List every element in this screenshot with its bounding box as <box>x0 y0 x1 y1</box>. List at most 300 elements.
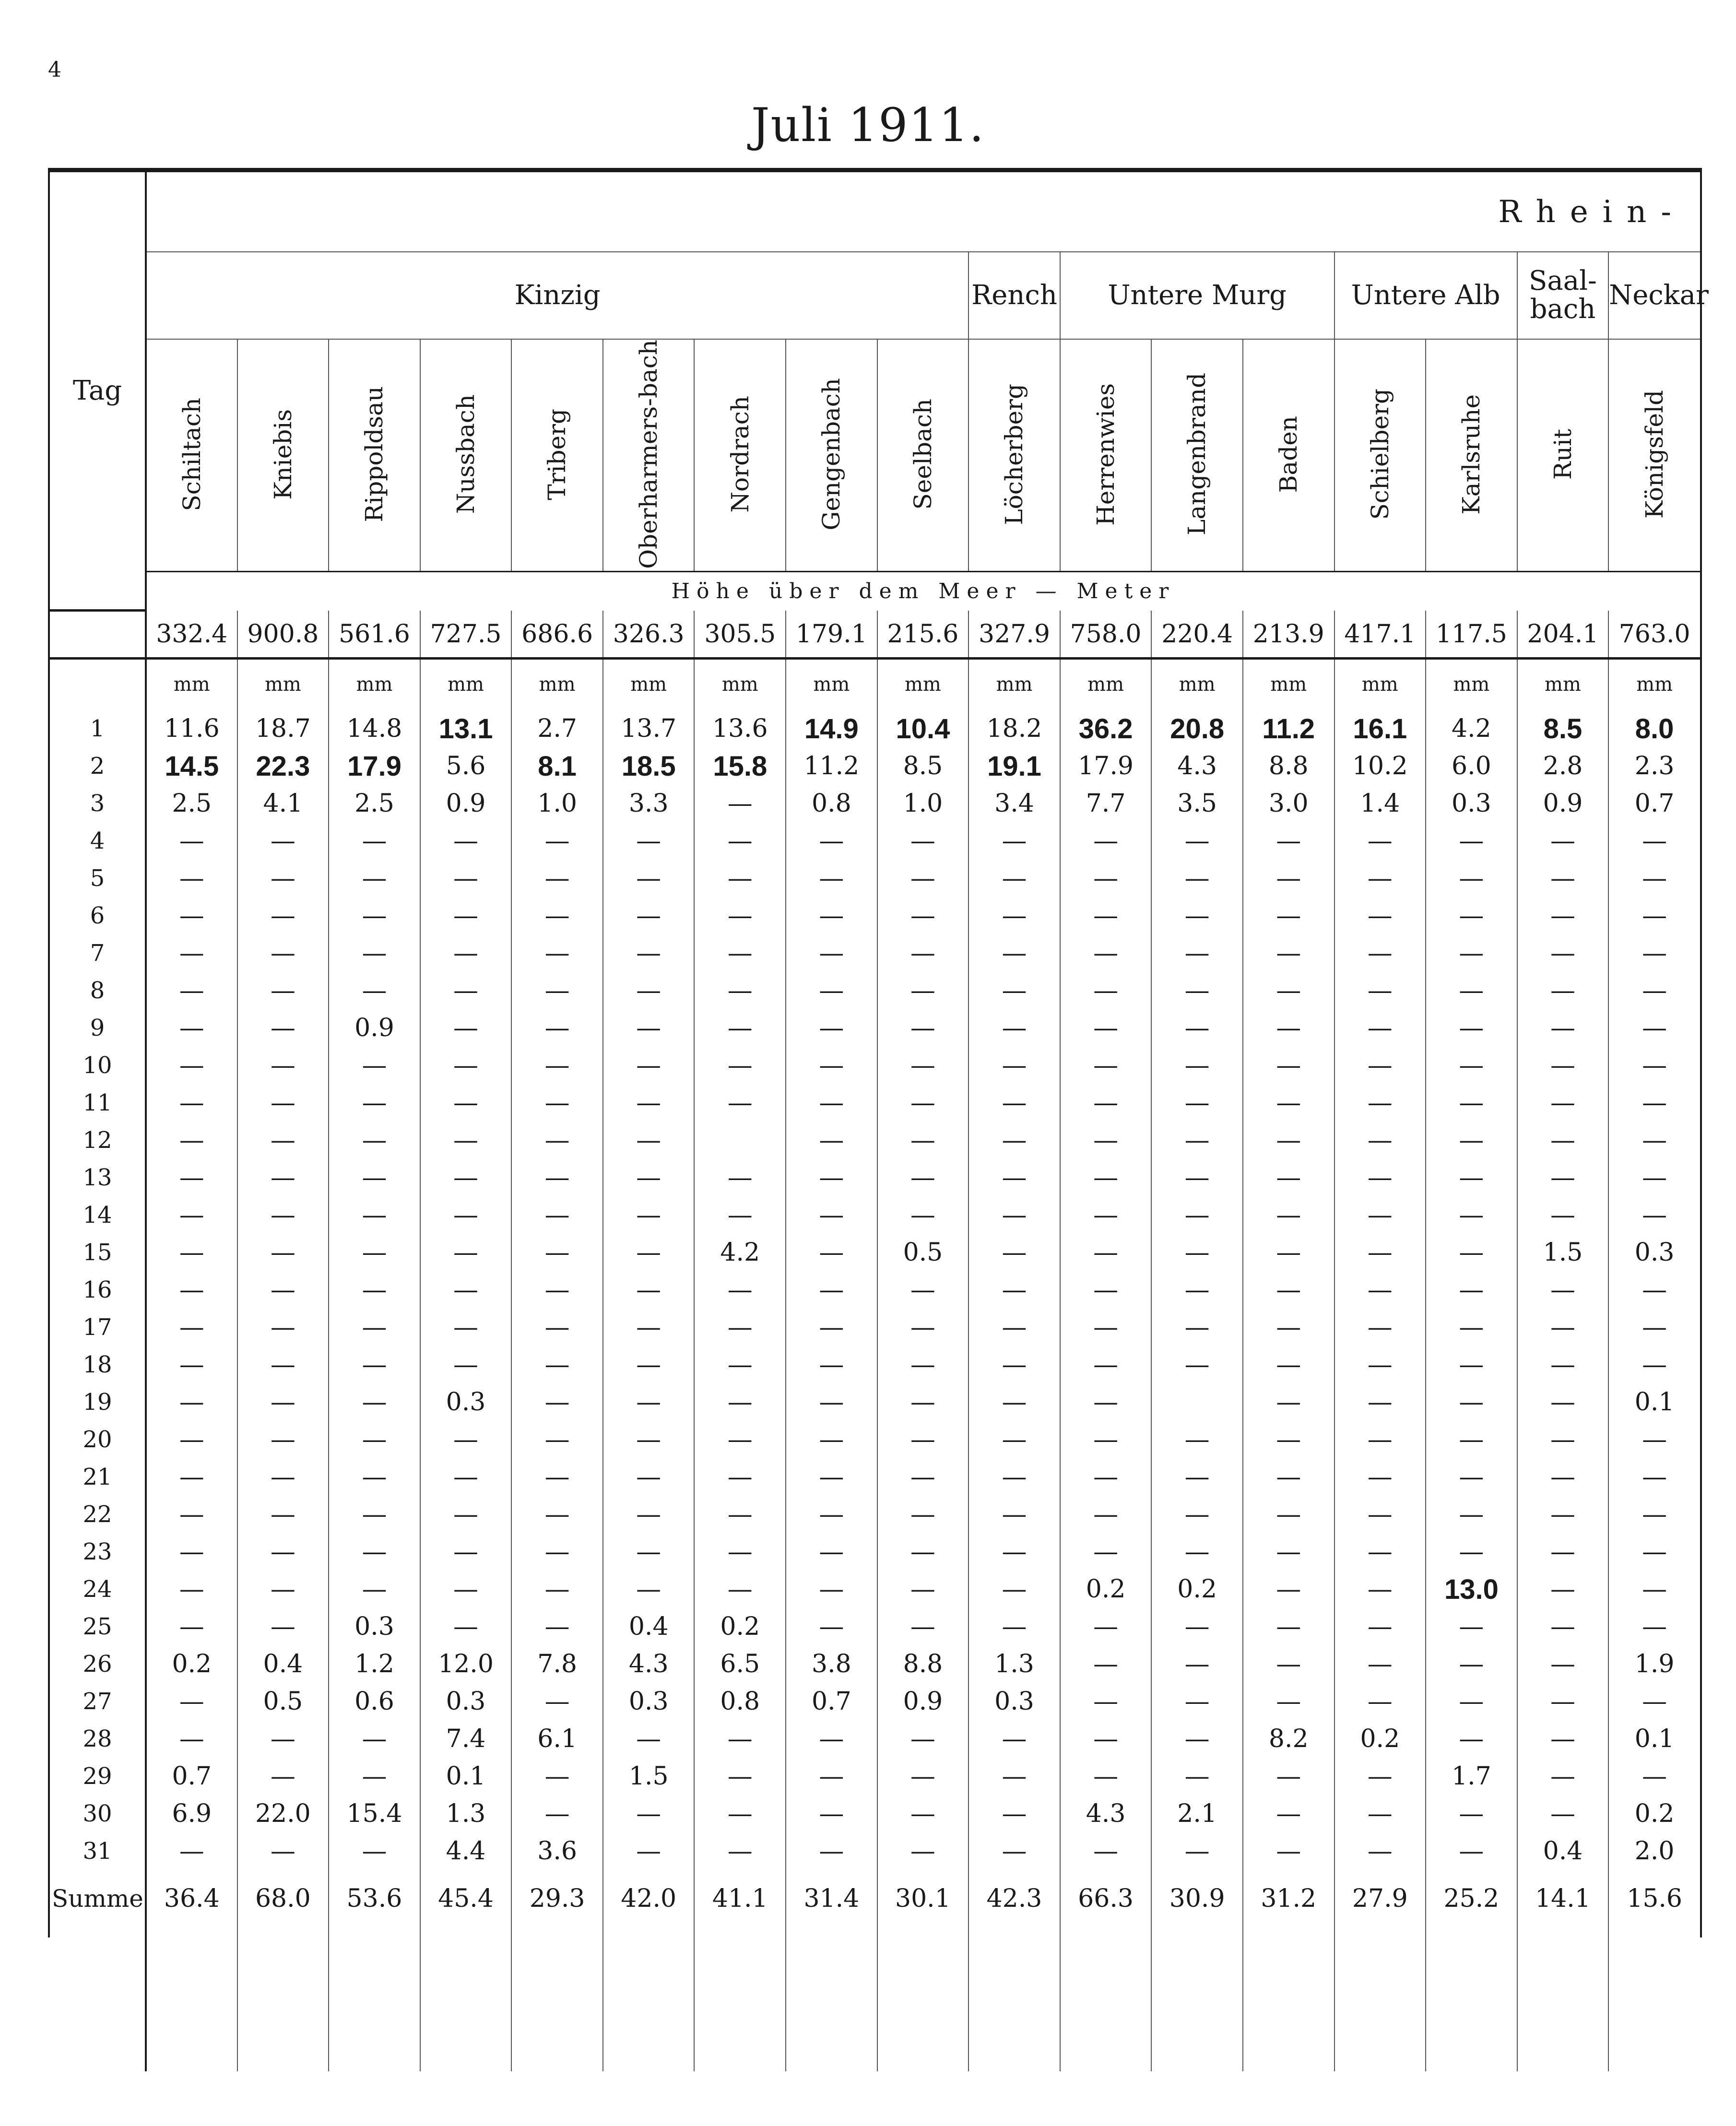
station-altitude: 220.4 <box>1151 611 1243 659</box>
precip-cell: 20.8 <box>1151 696 1243 747</box>
day-number: 22 <box>50 1496 146 1533</box>
day-number: 19 <box>50 1383 146 1421</box>
precip-cell: — <box>511 1571 603 1608</box>
precip-cell: — <box>511 1122 603 1159</box>
precip-cell: — <box>786 934 877 972</box>
precip-cell: — <box>1517 1346 1609 1383</box>
precip-cell: — <box>603 972 695 1009</box>
precip-cell: 0.3 <box>329 1608 420 1645</box>
precip-cell: — <box>1151 1683 1243 1720</box>
precip-cell: 7.4 <box>420 1720 512 1758</box>
precip-cell: — <box>1243 1196 1334 1234</box>
station-altitude: 215.6 <box>877 611 969 659</box>
precip-cell: — <box>968 1832 1060 1870</box>
precip-cell: — <box>694 1383 786 1421</box>
precip-cell: — <box>694 934 786 972</box>
station-sum: 53.6 <box>329 1870 420 1927</box>
precip-cell: — <box>694 1496 786 1533</box>
precip-cell: 1.0 <box>877 785 969 822</box>
precip-cell: — <box>1426 934 1517 972</box>
river-header: Rench <box>968 252 1060 339</box>
precip-cell: — <box>968 1346 1060 1383</box>
precip-cell: — <box>1151 1758 1243 1795</box>
station-header <box>877 339 969 571</box>
precip-cell: 0.3 <box>603 1683 695 1720</box>
precip-cell: — <box>1517 934 1609 972</box>
station-name: Löcherberg <box>1000 383 1028 525</box>
tail-cell <box>1060 1927 1152 2071</box>
precip-cell: — <box>1426 1683 1517 1720</box>
precip-cell: 8.8 <box>1243 747 1334 785</box>
precip-cell: 0.4 <box>237 1645 329 1683</box>
precip-cell: — <box>329 1346 420 1383</box>
precip-cell: — <box>1642 1163 1667 1193</box>
precip-cell: — <box>786 1159 877 1196</box>
precip-cell: — <box>786 1271 877 1309</box>
precip-cell: — <box>329 1309 420 1346</box>
precip-cell: — <box>420 1084 512 1122</box>
station-sum: 66.3 <box>1060 1870 1152 1927</box>
precip-cell: — <box>1426 1122 1517 1159</box>
precip-cell: 2.8 <box>1517 747 1609 785</box>
precip-cell: — <box>237 1309 329 1346</box>
station-name: Gengenbach <box>817 378 846 531</box>
unit-label: mm <box>511 659 603 696</box>
precip-cell: 0.2 <box>1060 1571 1152 1608</box>
precip-cell: — <box>420 1458 512 1496</box>
precip-cell: — <box>1426 1309 1517 1346</box>
precip-cell: 6.9 <box>146 1795 237 1832</box>
precip-cell: — <box>694 1196 786 1234</box>
table-row <box>50 1234 1700 1271</box>
precip-cell: — <box>1060 1608 1152 1645</box>
precip-cell: 0.4 <box>603 1608 695 1645</box>
precip-cell: — <box>1517 1645 1609 1683</box>
precip-cell: — <box>1426 1383 1517 1421</box>
precip-cell: — <box>237 860 329 897</box>
precip-cell: — <box>237 1234 329 1271</box>
river-header-row <box>50 252 1700 339</box>
day-number: 4 <box>50 822 146 860</box>
precip-cell: — <box>1642 827 1667 856</box>
precip-cell: 1.3 <box>968 1645 1060 1683</box>
precip-cell: — <box>146 1496 237 1533</box>
precip-cell: — <box>511 1196 603 1234</box>
precip-cell: — <box>1642 1126 1667 1155</box>
precip-cell: 13.0 <box>1426 1571 1517 1608</box>
precip-cell: 3.0 <box>1243 785 1334 822</box>
precip-cell: — <box>1642 1276 1667 1305</box>
precip-cell: — <box>1334 860 1426 897</box>
precip-cell: 0.7 <box>1634 789 1675 818</box>
day-number: 11 <box>50 1084 146 1122</box>
precip-cell: — <box>786 897 877 934</box>
day-number: 17 <box>50 1309 146 1346</box>
table-row <box>50 785 1700 822</box>
precip-cell: 0.2 <box>146 1645 237 1683</box>
river-header: Saal-bach <box>1517 252 1609 339</box>
precip-cell: — <box>786 1571 877 1608</box>
precip-cell: — <box>1642 1463 1667 1492</box>
precip-cell: — <box>786 1458 877 1496</box>
precip-cell: — <box>1517 1421 1609 1458</box>
precip-cell: — <box>1243 1084 1334 1122</box>
table-row <box>50 747 1700 785</box>
precip-cell: — <box>511 1758 603 1795</box>
river-header: Neckar <box>1608 252 1700 339</box>
precip-cell: 22.3 <box>237 747 329 785</box>
precip-cell: — <box>1060 1122 1152 1159</box>
precip-cell: 0.3 <box>420 1683 512 1720</box>
precip-cell: — <box>1060 1533 1152 1571</box>
precip-cell: — <box>1151 860 1243 897</box>
precip-cell: — <box>1151 1458 1243 1496</box>
precip-cell: — <box>1151 1234 1243 1271</box>
station-altitude: 213.9 <box>1243 611 1334 659</box>
precip-cell: — <box>877 1383 969 1421</box>
precip-cell: — <box>603 822 695 860</box>
precip-cell: 11.6 <box>146 696 237 747</box>
table-row <box>50 860 1700 897</box>
precip-cell: 0.7 <box>146 1758 237 1795</box>
station-name: Triberg <box>543 408 571 500</box>
precip-cell: — <box>237 1533 329 1571</box>
day-number: 3 <box>50 785 146 822</box>
precip-cell: 0.3 <box>1426 785 1517 822</box>
station-sum: 30.1 <box>877 1870 969 1927</box>
precip-cell: — <box>968 1533 1060 1571</box>
precip-cell: — <box>1642 1687 1667 1716</box>
unit-label: mm <box>1151 659 1243 696</box>
precip-cell: — <box>146 934 237 972</box>
precip-cell: — <box>1151 822 1243 860</box>
precip-cell: — <box>1334 1645 1426 1683</box>
station-sum: 27.9 <box>1334 1870 1426 1927</box>
tail-cell <box>694 1927 786 2071</box>
precip-cell: — <box>146 1608 237 1645</box>
precip-cell: — <box>1334 1758 1426 1795</box>
precip-cell: — <box>1151 1196 1243 1234</box>
tail-cell <box>237 1927 329 2071</box>
precip-cell: — <box>420 1309 512 1346</box>
day-number: 9 <box>50 1009 146 1047</box>
precip-cell: — <box>786 1795 877 1832</box>
precip-cell: 4.2 <box>694 1234 786 1271</box>
precip-cell: — <box>1426 860 1517 897</box>
precip-cell: — <box>511 1683 603 1720</box>
station-altitude: 727.5 <box>420 611 512 659</box>
precip-cell: — <box>877 972 969 1009</box>
precip-cell: — <box>1151 1271 1243 1309</box>
precip-cell: — <box>877 934 969 972</box>
precip-cell: 11.2 <box>786 747 877 785</box>
precip-cell: — <box>1243 1571 1334 1608</box>
precip-cell: — <box>968 1421 1060 1458</box>
precip-cell: — <box>1642 1762 1667 1791</box>
precip-cell: — <box>877 1533 969 1571</box>
precip-cell: — <box>237 1608 329 1645</box>
precip-cell: 0.2 <box>694 1608 786 1645</box>
station-altitude: 758.0 <box>1060 611 1152 659</box>
precip-cell: 36.2 <box>1060 696 1152 747</box>
precip-cell: — <box>603 1496 695 1533</box>
precip-cell: — <box>329 1421 420 1458</box>
precip-cell: 3.6 <box>511 1832 603 1870</box>
precip-cell: — <box>237 1720 329 1758</box>
precip-cell: — <box>329 1159 420 1196</box>
precip-cell: — <box>1426 1608 1517 1645</box>
precip-cell: — <box>603 1533 695 1571</box>
precip-cell: — <box>786 1496 877 1533</box>
precip-cell: — <box>877 1608 969 1645</box>
precip-cell: — <box>1243 934 1334 972</box>
precip-cell: — <box>1334 1346 1426 1383</box>
precip-cell: 0.7 <box>786 1683 877 1720</box>
unit-label: mm <box>237 659 329 696</box>
river-header: Kinzig <box>146 252 968 339</box>
precip-cell: — <box>329 1234 420 1271</box>
precip-cell: — <box>146 1346 237 1383</box>
precip-cell: — <box>511 1496 603 1533</box>
precip-cell: — <box>1517 1720 1609 1758</box>
day-number: 23 <box>50 1533 146 1571</box>
station-sum: 45.4 <box>420 1870 512 1927</box>
precip-cell: — <box>1517 1683 1609 1720</box>
precip-cell: — <box>968 897 1060 934</box>
precip-cell: — <box>694 1533 786 1571</box>
precip-cell: — <box>603 1571 695 1608</box>
station-name: Königsfeld <box>1640 390 1668 519</box>
precip-cell: — <box>1151 1009 1243 1047</box>
precip-cell: — <box>1060 934 1152 972</box>
precip-cell: — <box>1334 1832 1426 1870</box>
precip-cell: — <box>786 1009 877 1047</box>
precip-cell: — <box>877 1084 969 1122</box>
precip-cell: — <box>1517 1009 1609 1047</box>
precip-cell: — <box>877 1832 969 1870</box>
precip-cell: 2.7 <box>511 696 603 747</box>
precip-cell: — <box>511 822 603 860</box>
precip-cell: — <box>877 1421 969 1458</box>
precip-cell: — <box>786 1758 877 1795</box>
precip-cell: — <box>1517 860 1609 897</box>
precip-cell: — <box>877 1309 969 1346</box>
precip-cell: — <box>420 1346 512 1383</box>
precip-cell: — <box>146 1159 237 1196</box>
precip-cell: — <box>1243 1795 1334 1832</box>
station-sum: 30.9 <box>1151 1870 1243 1927</box>
altitude-tag-cell <box>50 611 146 659</box>
precip-cell: — <box>1642 976 1667 1005</box>
table-body <box>50 659 1700 1870</box>
precip-cell: 7.8 <box>511 1645 603 1683</box>
precip-cell: 0.8 <box>786 785 877 822</box>
precip-cell: — <box>420 1421 512 1458</box>
precip-cell: — <box>1517 1496 1609 1533</box>
precip-cell: — <box>420 934 512 972</box>
precip-cell: — <box>1243 1122 1334 1159</box>
precip-cell: — <box>329 1084 420 1122</box>
station-name: Kniebis <box>269 409 297 500</box>
altitude-label: Höhe über dem Meer — Meter <box>671 579 1176 604</box>
day-number: 27 <box>50 1683 146 1720</box>
precip-cell: 0.8 <box>694 1683 786 1720</box>
day-number: 24 <box>50 1571 146 1608</box>
day-number: 18 <box>50 1346 146 1383</box>
precip-cell: — <box>146 1047 237 1084</box>
station-altitude: 417.1 <box>1334 611 1426 659</box>
station-name: Karlsruhe <box>1457 394 1486 515</box>
precip-cell: — <box>1642 1425 1667 1454</box>
precip-cell: — <box>420 972 512 1009</box>
precip-cell: — <box>1151 1047 1243 1084</box>
tail-cell <box>420 1927 512 2071</box>
table-row <box>50 1309 1700 1346</box>
precip-cell: — <box>1517 1458 1609 1496</box>
precip-cell: — <box>694 1084 786 1122</box>
precip-cell: — <box>1426 1533 1517 1571</box>
table-row <box>50 1571 1700 1608</box>
station-header <box>968 339 1060 571</box>
precip-cell: 0.4 <box>1517 1832 1609 1870</box>
precip-cell: — <box>329 1533 420 1571</box>
precip-cell: — <box>786 1720 877 1758</box>
precip-cell: — <box>694 1758 786 1795</box>
precip-cell: — <box>1334 1234 1426 1271</box>
precip-cell: — <box>1517 1571 1609 1608</box>
precip-cell: — <box>968 860 1060 897</box>
precip-cell: — <box>1642 864 1667 893</box>
precip-cell: — <box>146 1009 237 1047</box>
precip-cell: — <box>694 1720 786 1758</box>
precip-cell: — <box>420 897 512 934</box>
precip-cell: 4.3 <box>1060 1795 1152 1832</box>
precip-cell: 0.3 <box>968 1683 1060 1720</box>
tail-cell <box>329 1927 420 2071</box>
precip-cell: 1.3 <box>420 1795 512 1832</box>
day-number: 16 <box>50 1271 146 1309</box>
precip-cell: — <box>1426 1271 1517 1309</box>
station-header <box>146 339 237 571</box>
day-number: 7 <box>50 934 146 972</box>
precip-cell: 11.2 <box>1243 696 1334 747</box>
station-name: Baden <box>1274 415 1302 493</box>
river-header: Untere Alb <box>1334 252 1517 339</box>
tail-cell <box>1334 1927 1426 2071</box>
precip-cell: — <box>511 1234 603 1271</box>
rainfall-table-frame <box>48 168 1709 1937</box>
precip-cell: — <box>329 1720 420 1758</box>
precip-cell: — <box>146 1234 237 1271</box>
precip-cell: — <box>1060 1683 1152 1720</box>
precip-cell: 2.0 <box>1634 1837 1675 1866</box>
precip-cell: 12.0 <box>420 1645 512 1683</box>
precip-cell: — <box>786 972 877 1009</box>
precip-cell: — <box>1060 1645 1152 1683</box>
table-row <box>50 1346 1700 1383</box>
precip-cell: — <box>786 1421 877 1458</box>
precip-cell: — <box>603 897 695 934</box>
precip-cell: 1.5 <box>1517 1234 1609 1271</box>
day-number: 5 <box>50 860 146 897</box>
precip-cell: 4.3 <box>1151 747 1243 785</box>
station-header <box>1608 339 1700 571</box>
precip-cell: — <box>1334 1683 1426 1720</box>
precip-cell: — <box>877 860 969 897</box>
unit-label: mm <box>1334 659 1426 696</box>
precip-cell: — <box>877 1795 969 1832</box>
precip-cell: — <box>694 1832 786 1870</box>
precip-cell: — <box>1243 1533 1334 1571</box>
station-sum: 68.0 <box>237 1870 329 1927</box>
precip-cell: — <box>511 1047 603 1084</box>
precip-cell: — <box>1426 1795 1517 1832</box>
station-sum: 29.3 <box>511 1870 603 1927</box>
table-row <box>50 1683 1700 1720</box>
precip-cell: — <box>237 934 329 972</box>
precip-cell: — <box>1426 822 1517 860</box>
precip-cell: — <box>968 1196 1060 1234</box>
precip-cell: — <box>1334 1309 1426 1346</box>
precip-cell: — <box>1334 1421 1426 1458</box>
precip-cell: — <box>877 1571 969 1608</box>
precip-cell: — <box>603 1795 695 1832</box>
tag-header: Tag <box>50 172 146 611</box>
station-sum: 14.1 <box>1517 1870 1609 1927</box>
station-name: Seelbach <box>909 399 937 510</box>
station-name: Schielberg <box>1366 389 1394 520</box>
tail-tag-cell <box>50 1927 146 2071</box>
precip-cell <box>1151 1383 1243 1421</box>
precip-cell: — <box>786 1234 877 1271</box>
table-row <box>50 1271 1700 1309</box>
precip-cell: — <box>1642 1350 1667 1380</box>
precip-cell: — <box>1517 1795 1609 1832</box>
precip-cell: — <box>603 1309 695 1346</box>
precip-cell: — <box>1334 1496 1426 1533</box>
precip-cell: — <box>329 897 420 934</box>
unit-label: mm <box>329 659 420 696</box>
unit-label: mm <box>1060 659 1152 696</box>
precip-cell: — <box>329 972 420 1009</box>
precip-cell: 15.4 <box>329 1795 420 1832</box>
precip-cell: — <box>1517 897 1609 934</box>
precip-cell: — <box>329 1196 420 1234</box>
precip-cell: — <box>1426 1196 1517 1234</box>
precip-cell: — <box>511 972 603 1009</box>
precip-cell: — <box>1151 1645 1243 1683</box>
precip-cell: — <box>1334 1608 1426 1645</box>
precip-cell: 0.5 <box>877 1234 969 1271</box>
precip-cell: 16.1 <box>1334 696 1426 747</box>
precip-cell: — <box>420 860 512 897</box>
station-header <box>1151 339 1243 571</box>
precip-cell: — <box>1060 1496 1152 1533</box>
station-header <box>603 339 695 571</box>
precip-cell: 2.5 <box>146 785 237 822</box>
table-row <box>50 897 1700 934</box>
precip-cell: — <box>1426 1720 1517 1758</box>
precip-cell: — <box>237 1383 329 1421</box>
station-header <box>786 339 877 571</box>
precip-cell: — <box>1334 1533 1426 1571</box>
precip-cell: — <box>1334 1009 1426 1047</box>
precip-cell: — <box>511 897 603 934</box>
precip-cell: — <box>694 972 786 1009</box>
precip-cell: — <box>146 1271 237 1309</box>
table-row <box>50 1720 1700 1758</box>
precip-cell: — <box>146 1084 237 1122</box>
